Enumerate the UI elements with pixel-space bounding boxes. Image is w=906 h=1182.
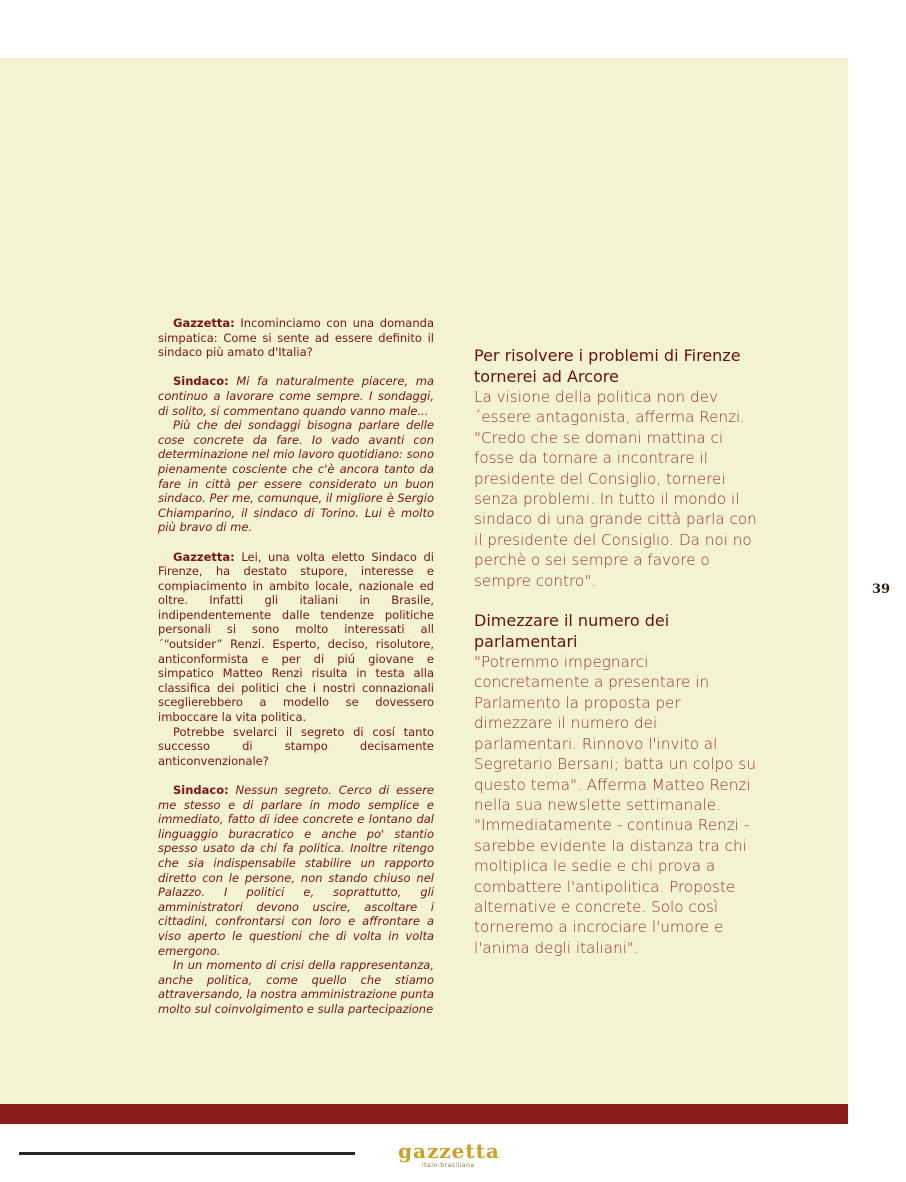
interview-paragraph (158, 725, 434, 769)
paragraph-text: Potrebbe svelarci il segreto di cosí tanto successo di stampo decisamente anticonvenzionale? (158, 724, 434, 768)
interview-paragraph (158, 783, 434, 958)
paragraph-text: Incominciamo con una domanda simpatica: Come si sente ad essere definito il sindaco più amato d'Italia? (158, 316, 434, 360)
paragraph-text: Lei, una volta eletto Sindaco di Firenze, ha destato stupore, interesse e compiacimento in ambito locale, nazionale ed oltre. Infatti gli italiani in Brasile, indipendentemente dalle tendenze politiche personali si sono molto interessati all´“outsider” Renzi. Esperto, deciso, risolutore, anticonformista e per di piú giovane e simpatico Matteo Renzi risulta in testa alla classifica dei politici che i nostri connazionali sceglierebbero a modello se dovessero imboccare la vita politica. (158, 549, 435, 725)
speaker-label: Gazzetta: (173, 549, 235, 564)
speaker-label: Sindaco: (173, 374, 229, 389)
section-heading: Dimezzare il numero dei parlamentari (474, 611, 670, 651)
section-body: La visione della politica non dev´essere antagonista, afferma Renzi. "Credo che se domani mattina ci fosse da tornare a incontrare il presidente del Consiglio, tornerei senza problemi. In tutto il mondo il sindaco di una grande città parla con il presidente del Consiglio. Da noi no perchè o sei sempre a favore o sempre contro". (474, 388, 757, 590)
gazzetta-logo (398, 1140, 512, 1176)
interview-paragraph (158, 316, 434, 360)
paragraph-text: Nessun segreto. Cerco di essere me stesso e di parlare in modo semplice e immediato, fatto di idee concrete e lontano dal linguaggio buracratico e anche po' stantio spesso usato da chi fa politica. Inoltre ritengo che sia indispensabile stabilire un rapporto diretto con le persone, non stando chiuso nel Palazzo. I politici e, soprattutto, gli amministratori devono uscire, ascoltare i cittadini, confrontarsi con loro e affrontare a viso aperto le questioni che di volta in volta emergono. (158, 783, 434, 958)
footer-rule (19, 1152, 355, 1155)
footer-bar (0, 1104, 848, 1124)
interview-column (158, 316, 434, 1017)
page-number: 39 (872, 582, 891, 597)
paragraph-text: Più che dei sondaggi bisogna parlare delle cose concrete da fare. Io vado avanti con determinazione nel mio lavoro quotidiano: sono pienamente cosciente che c'è ancora tanto da fare in città per essere considerato un buon sindaco. Per me, comunque, il migliore è Sergio Chiamparino, il sindaco di Torino. Lui è molto più bravo di me. (158, 418, 434, 535)
paragraph-text: Mi fa naturalmente piacere, ma continuo a lavorare come sempre. I sondaggi, di solito, si commentano quando vanno male... (158, 374, 434, 418)
sidebar-column (474, 346, 764, 958)
interview-paragraph (158, 418, 434, 535)
logo-wordmark: gazzetta (398, 1139, 500, 1163)
section-body: "Potremmo impegnarci concretamente a presentare in Parlamento la proposta per dimezzare il numero dei parlamentari. Rinnovo l'invito al Segretario Bersani; batta un colpo su questo tema". Afferma Matteo Renzi nella sua newslette settimanale. "Immediatamente - continua Renzi - sarebbe evidente la distanza tra chi moltiplica le sedie e chi prova a combattere l'antipolitica. Proposte alternative e concrete. Solo così torneremo a incrociare l'umore e l'anima degli italiani". (474, 653, 756, 957)
section-heading: Per risolvere i problemi di Firenze tornerei ad Arcore (474, 346, 741, 386)
logo-subtitle: italo-brasiliana (422, 1162, 475, 1169)
interview-paragraph (158, 958, 434, 1016)
speaker-label: Gazzetta: (173, 316, 235, 330)
interview-paragraph (158, 374, 434, 418)
article-section (474, 611, 764, 958)
interview-paragraph (158, 550, 434, 725)
speaker-label: Sindaco: (173, 783, 229, 797)
paragraph-text: In un momento di crisi della rappresentanza, anche politica, come quello che stiamo attraversando, la nostra amministrazione punta molto sul coinvolgimento e sulla partecipazione (158, 958, 434, 1016)
article-section (474, 346, 764, 591)
